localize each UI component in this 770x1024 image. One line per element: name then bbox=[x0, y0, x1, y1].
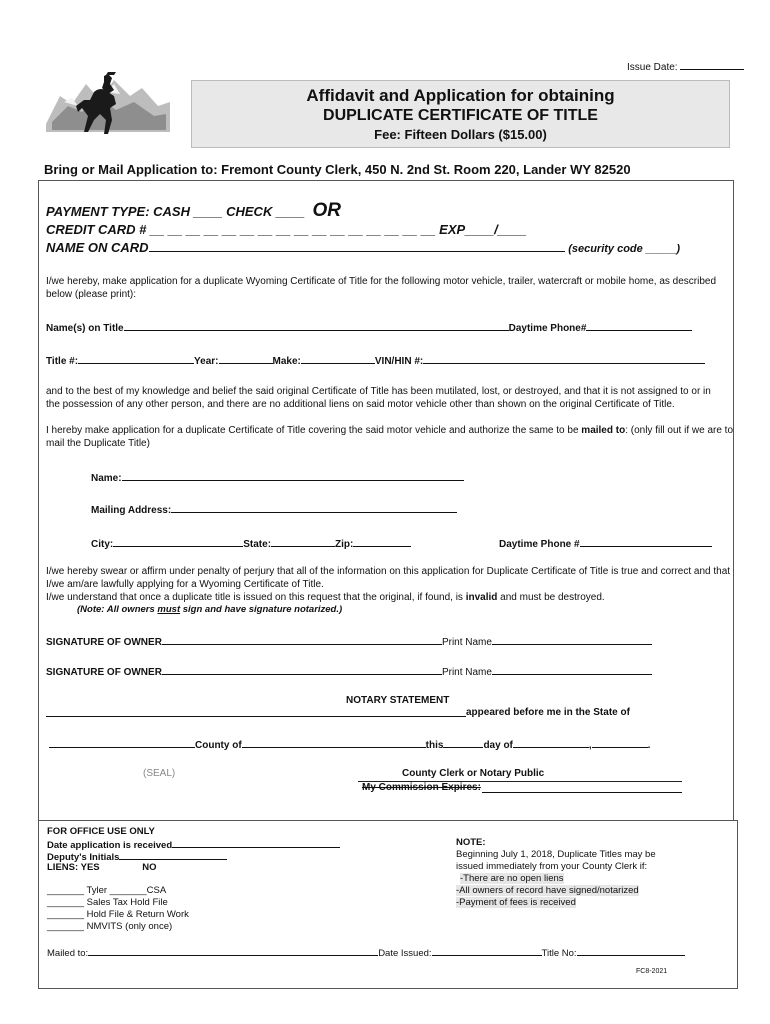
mail-phone-label: Daytime Phone # bbox=[499, 539, 580, 550]
mail-phone-field[interactable] bbox=[580, 536, 712, 547]
zip-field[interactable] bbox=[353, 536, 411, 547]
mailed-row bbox=[47, 946, 685, 959]
issue-date-label: Issue Date: bbox=[627, 62, 678, 73]
notary-state-field[interactable] bbox=[49, 737, 195, 748]
city-field[interactable] bbox=[113, 536, 243, 547]
signature-row-1 bbox=[46, 634, 652, 648]
day-field[interactable] bbox=[443, 737, 483, 748]
payment-type[interactable]: PAYMENT TYPE: CASH ____ CHECK ____ bbox=[46, 204, 305, 219]
make-field[interactable] bbox=[301, 353, 375, 364]
liens-no[interactable]: NO bbox=[142, 862, 157, 873]
bring-mail-text: Bring or Mail Application to: Fremont County Clerk, 450 N. 2nd St. Room 220, Lander WY 82520 bbox=[44, 162, 631, 177]
note-owners-c: sign and have signature notarized.) bbox=[182, 604, 343, 615]
mail-city-row bbox=[91, 536, 411, 550]
note-title: NOTE: bbox=[456, 837, 486, 848]
date-issued-field[interactable] bbox=[432, 946, 542, 956]
names-on-title-field[interactable] bbox=[124, 320, 509, 331]
mail-text-bold: mailed to bbox=[581, 425, 626, 436]
print-name-field-1[interactable] bbox=[492, 634, 652, 645]
month-field[interactable] bbox=[513, 737, 589, 748]
mail-address-label: Mailing Address: bbox=[91, 505, 172, 516]
commission-label: My Commission Expires: bbox=[362, 782, 481, 793]
city-label: City: bbox=[91, 539, 114, 550]
title-box bbox=[191, 80, 730, 148]
note-owners-a: (Note: All owners bbox=[77, 604, 155, 615]
year-notary-field[interactable] bbox=[592, 737, 648, 748]
form-number: FC8-2021 bbox=[636, 968, 668, 975]
name-on-card-field[interactable] bbox=[149, 241, 565, 252]
office-title: FOR OFFICE USE ONLY bbox=[47, 826, 155, 837]
day-of-label: day of bbox=[483, 740, 513, 751]
check-sales-tax[interactable]: _______ Sales Tax Hold File bbox=[47, 897, 168, 908]
mail-text-a: I hereby make application for a duplicate Certificate of Title covering the said motor vehicle and authorize the same to be bbox=[46, 425, 579, 436]
signature-label-2: SIGNATURE OF OWNER bbox=[46, 667, 162, 678]
office-checklist bbox=[47, 885, 189, 933]
payment-type-line bbox=[46, 200, 341, 222]
mail-name-field[interactable] bbox=[122, 470, 464, 481]
or-text: OR bbox=[312, 200, 341, 221]
signature-field-2[interactable] bbox=[162, 664, 442, 675]
office-note bbox=[456, 837, 656, 909]
notary-title: NOTARY STATEMENT bbox=[346, 695, 450, 706]
signature-label-1: SIGNATURE OF OWNER bbox=[46, 637, 162, 648]
zip-label: Zip: bbox=[335, 539, 354, 550]
mail-phone-row bbox=[499, 536, 712, 550]
check-nmvits[interactable]: _______ NMVITS (only once) bbox=[47, 921, 173, 932]
title-no-label: Title #: bbox=[46, 356, 79, 367]
understand-invalid: invalid bbox=[465, 592, 498, 603]
form-subtitle: DUPLICATE CERTIFICATE OF TITLE bbox=[323, 107, 598, 124]
mailed-to-field[interactable] bbox=[88, 946, 378, 956]
names-on-title-label: Name(s) on Title bbox=[46, 323, 124, 334]
mail-text bbox=[46, 424, 736, 450]
vehicle-row bbox=[46, 353, 705, 367]
understand-a: I/we understand that once a duplicate title is issued on this request that the original, if found, is bbox=[46, 592, 463, 603]
title-no-office-label: Title No: bbox=[541, 948, 577, 959]
date-issued-label: Date Issued: bbox=[378, 948, 432, 959]
issue-date-field[interactable] bbox=[680, 59, 744, 70]
security-code[interactable]: (security code _____) bbox=[568, 243, 681, 255]
county-of-label: County of bbox=[195, 740, 242, 751]
mail-name-label: Name: bbox=[91, 473, 122, 484]
state-field[interactable] bbox=[271, 536, 335, 547]
note-line-2: issued immediately from your County Clerk if: bbox=[456, 861, 648, 872]
note-condition-3: -Payment of fees is received bbox=[456, 897, 576, 908]
issue-date bbox=[627, 59, 744, 73]
bucking-horse-logo bbox=[42, 62, 172, 142]
print-name-label-1: Print Name bbox=[441, 637, 492, 648]
mail-address-field[interactable] bbox=[171, 502, 457, 513]
deputy-label: Deputy's Initials bbox=[47, 852, 120, 863]
liens-yes[interactable]: LIENS: YES bbox=[47, 862, 100, 873]
fee-text: Fee: Fifteen Dollars ($15.00) bbox=[374, 127, 547, 142]
daytime-phone-field[interactable] bbox=[586, 320, 692, 331]
name-on-card-label: NAME ON CARD bbox=[46, 240, 149, 255]
belief-text: and to the best of my knowledge and belief the said original Certificate of Title has been mutilated, lost, or destroyed, and that it is not assigned to or in the possession of any other person, and there are no additional liens on said motor vehicle other than shown on the original Certificate of Title. bbox=[46, 386, 711, 410]
understand-text bbox=[46, 591, 736, 604]
liens-row bbox=[47, 862, 157, 873]
print-name-label-2: Print Name bbox=[441, 667, 492, 678]
note-line-1: Beginning July 1, 2018, Duplicate Titles may be bbox=[456, 849, 656, 860]
notary-name-field[interactable] bbox=[46, 716, 466, 717]
note-owners bbox=[77, 604, 342, 615]
notary-appeared: appeared before me in the State of bbox=[466, 707, 630, 718]
date-received-label: Date application is received bbox=[47, 840, 173, 851]
vin-label: VIN/HIN #: bbox=[374, 356, 424, 367]
date-received-field[interactable] bbox=[172, 838, 340, 848]
title-no-field[interactable] bbox=[78, 353, 194, 364]
clerk-label: County Clerk or Notary Public bbox=[402, 768, 545, 779]
check-hold-file[interactable]: _______ Hold File & Return Work bbox=[47, 909, 189, 920]
form-title: Affidavit and Application for obtaining bbox=[306, 86, 615, 105]
daytime-phone-label: Daytime Phone# bbox=[508, 323, 587, 334]
vin-field[interactable] bbox=[423, 353, 705, 364]
understand-c: and must be destroyed. bbox=[500, 592, 605, 603]
notary-county-row: County of this day of , . bbox=[49, 737, 650, 751]
county-field[interactable] bbox=[242, 737, 426, 748]
signature-field-1[interactable] bbox=[162, 634, 442, 645]
year-label: Year: bbox=[194, 356, 219, 367]
title-no-office-field[interactable] bbox=[577, 946, 685, 956]
state-label: State: bbox=[243, 539, 272, 550]
make-label: Make: bbox=[272, 356, 301, 367]
print-name-field-2[interactable] bbox=[492, 664, 652, 675]
check-tyler[interactable]: _______ Tyler _______CSA bbox=[47, 885, 167, 896]
note-condition-1: -There are no open liens bbox=[460, 873, 564, 884]
mail-name-row bbox=[91, 470, 464, 484]
names-on-title-row bbox=[46, 320, 692, 334]
this-label: this bbox=[425, 740, 444, 751]
commission-field[interactable] bbox=[482, 792, 682, 793]
mail-text-c: : (only fill out if we are to mail the Duplicate Title) bbox=[46, 425, 734, 449]
signature-row-2 bbox=[46, 664, 652, 678]
swear-text: I/we hereby swear or affirm under penalty of perjury that all of the information on this application for Duplicate Certificate of Title is true and correct and that I/we am/are lawfully applying for a Wyoming Certificate of Title. bbox=[46, 566, 731, 590]
intro-text: I/we hereby, make application for a duplicate Wyoming Certificate of Title for the following motor vehicle, trailer, watercraft or mobile home, as described below (please print): bbox=[46, 276, 717, 300]
deputy-field[interactable] bbox=[119, 850, 227, 860]
mail-address-row bbox=[91, 502, 457, 516]
year-field[interactable] bbox=[219, 353, 273, 364]
name-on-card-line bbox=[46, 240, 691, 255]
credit-card-line[interactable]: CREDIT CARD # __ __ __ __ __ __ __ __ __ __ __ __ __ __ __ __ EXP____/____ bbox=[46, 222, 527, 237]
note-condition-2: -All owners of record have signed/notarized bbox=[456, 885, 639, 896]
note-owners-must: must bbox=[157, 604, 181, 615]
mailed-to-label: Mailed to: bbox=[47, 948, 89, 959]
seal-text: (SEAL) bbox=[143, 768, 176, 779]
